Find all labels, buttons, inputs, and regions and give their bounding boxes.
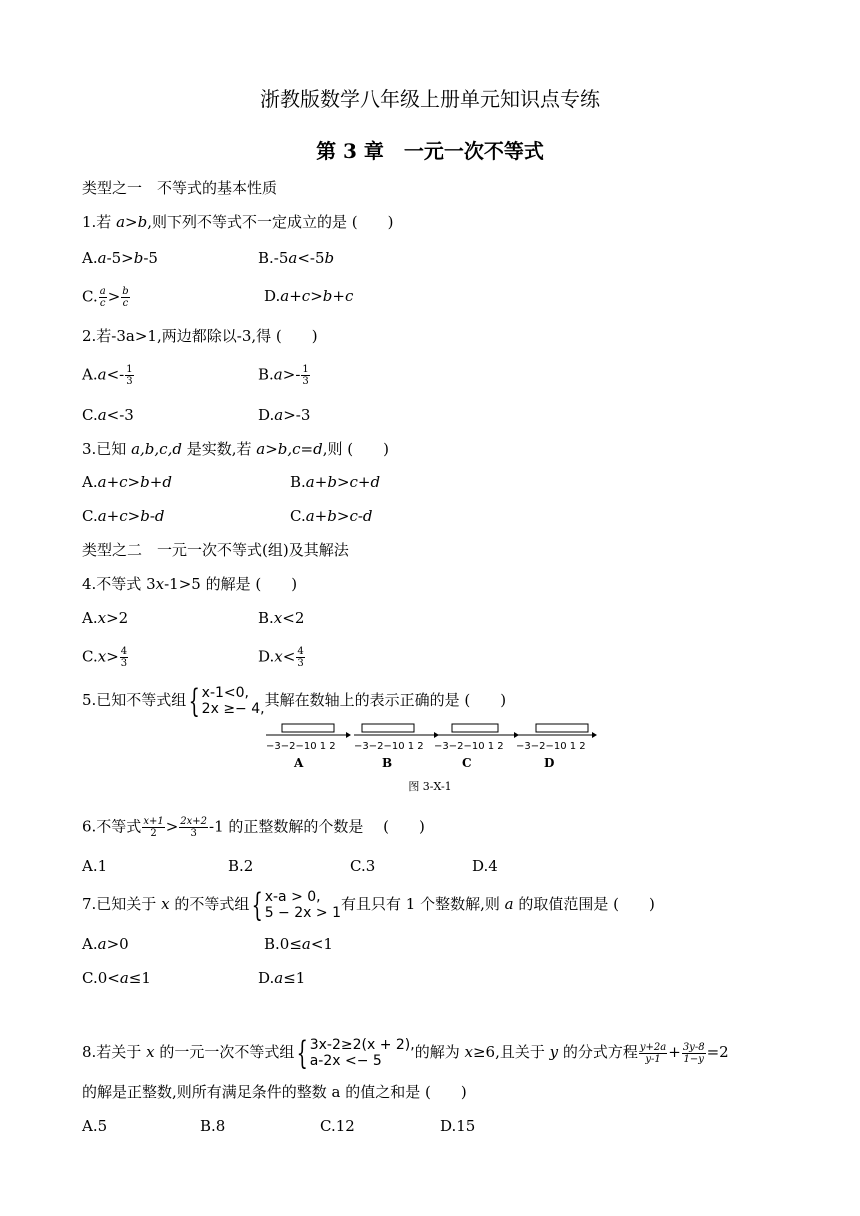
number-line-b — [354, 724, 439, 738]
q8-option-d: D.15 — [440, 1117, 476, 1135]
choice-label-d: D — [544, 756, 555, 770]
q6-option-a: A.1 — [82, 857, 108, 875]
number-line-c — [434, 724, 519, 738]
q4-option-a: A.x>2 — [82, 609, 129, 627]
q7-option-a: A.a>0 — [82, 935, 129, 953]
q4-option-c: C.x> $\frac{4}{3}$ — [82, 646, 128, 669]
document-title: 浙教版数学八年级上册单元知识点专练 — [260, 87, 600, 111]
number-line-a — [266, 724, 351, 738]
q6-option-d: D.4 — [472, 857, 498, 875]
q3-option-b: B.a+b>c+d — [290, 473, 381, 491]
section-heading-2: 类型之二 一元一次不等式(组)及其解法 — [82, 541, 349, 559]
figure-caption: 图 3-X-1 — [408, 780, 452, 793]
q2-option-b: B.a>- $\frac{1}{3}$ — [258, 364, 309, 387]
question-3: 3.已知 a,b,c,d 是实数,若 a>b,c=d,则 ( ) — [82, 440, 389, 458]
axis-ticks-c: −3−2−10 1 2 — [434, 741, 504, 752]
q4-option-b: B.x<2 — [258, 609, 305, 627]
brace-icon: { — [188, 682, 201, 720]
choice-label-a: A — [294, 756, 304, 770]
q1-option-c: C. $\frac{a}{c}$ > $\frac{b}{c}$ — [82, 286, 129, 309]
q2-option-c: C.a<-3 — [82, 406, 134, 424]
q3-option-c: C.a+c>b-d — [82, 507, 165, 525]
q6-option-c: C.3 — [350, 857, 376, 875]
question-6: 6.不等式 $\frac{x+1}{2}$ > $\frac{2x+2}{3}$ -1 的正整数解的个数是 ( ) — [82, 816, 425, 839]
q8-option-a: A.5 — [82, 1117, 108, 1135]
question-5: 5.已知不等式组{ x-1<0, 2x ≥− 4, 其解在数轴上的表示正确的是 ( ) — [82, 682, 507, 720]
choice-label-b: B — [382, 756, 393, 770]
brace-icon: { — [296, 1034, 309, 1072]
axis-ticks-b: −3−2−10 1 2 — [354, 741, 424, 752]
brace-icon: { — [251, 886, 264, 924]
q4-option-d: D.x< $\frac{4}{3}$ — [258, 646, 304, 669]
question-2: 2.若-3a>1,两边都除以-3,得 ( ) — [82, 327, 318, 345]
chapter-title: 第 3 章 一元一次不等式 — [316, 139, 544, 163]
question-8-line-2: 的解是正整数,则所有满足条件的整数 a 的值之和是 ( ) — [82, 1083, 467, 1101]
q7-option-c: C.0<a≤1 — [82, 969, 151, 987]
question-8: 8.若关于 x 的一元一次不等式组{ 3x-2≥2(x + 2), a-2x <− 5 的解为 x≥6,且关于 y 的分式方程 $\frac{y+2a}{y-1}$ + $\frac{3y-8}{1-y}$ =2 — [82, 1034, 729, 1072]
q8-option-c: C.12 — [320, 1117, 355, 1135]
axis-ticks-a: −3−2−10 1 2 — [266, 741, 336, 752]
q7-option-b: B.0≤a<1 — [264, 935, 333, 953]
question-1: 1.若 a>b,则下列不等式不一定成立的是 ( ) — [82, 213, 394, 231]
q1-option-d: D.a+c>b+c — [264, 287, 354, 305]
q2-option-d: D.a>-3 — [258, 406, 311, 424]
number-line-d — [516, 724, 597, 738]
question-7: 7.已知关于 x 的不等式组{ x-a > 0, 5 − 2x > 1 有且只有 1 个整数解,则 a 的取值范围是 ( ) — [82, 886, 655, 924]
choice-label-c: C — [462, 756, 472, 770]
axis-ticks-d: −3−2−10 1 2 — [516, 741, 586, 752]
q3-option-d: C.a+b>c-d — [290, 507, 373, 525]
q3-option-a: A.a+c>b+d — [82, 473, 172, 491]
q2-option-a: A.a<- $\frac{1}{3}$ — [82, 364, 133, 387]
q1-option-b: B.-5a<-5b — [258, 249, 335, 267]
section-heading-1: 类型之一 不等式的基本性质 — [82, 179, 278, 197]
question-4: 4.不等式 3x-1>5 的解是 ( ) — [82, 575, 298, 593]
q1-option-a: A.a-5>b-5 — [82, 249, 158, 267]
q8-option-b: B.8 — [200, 1117, 226, 1135]
q6-option-b: B.2 — [228, 857, 254, 875]
q7-option-d: D.a≤1 — [258, 969, 306, 987]
number-line-figure — [262, 718, 598, 754]
